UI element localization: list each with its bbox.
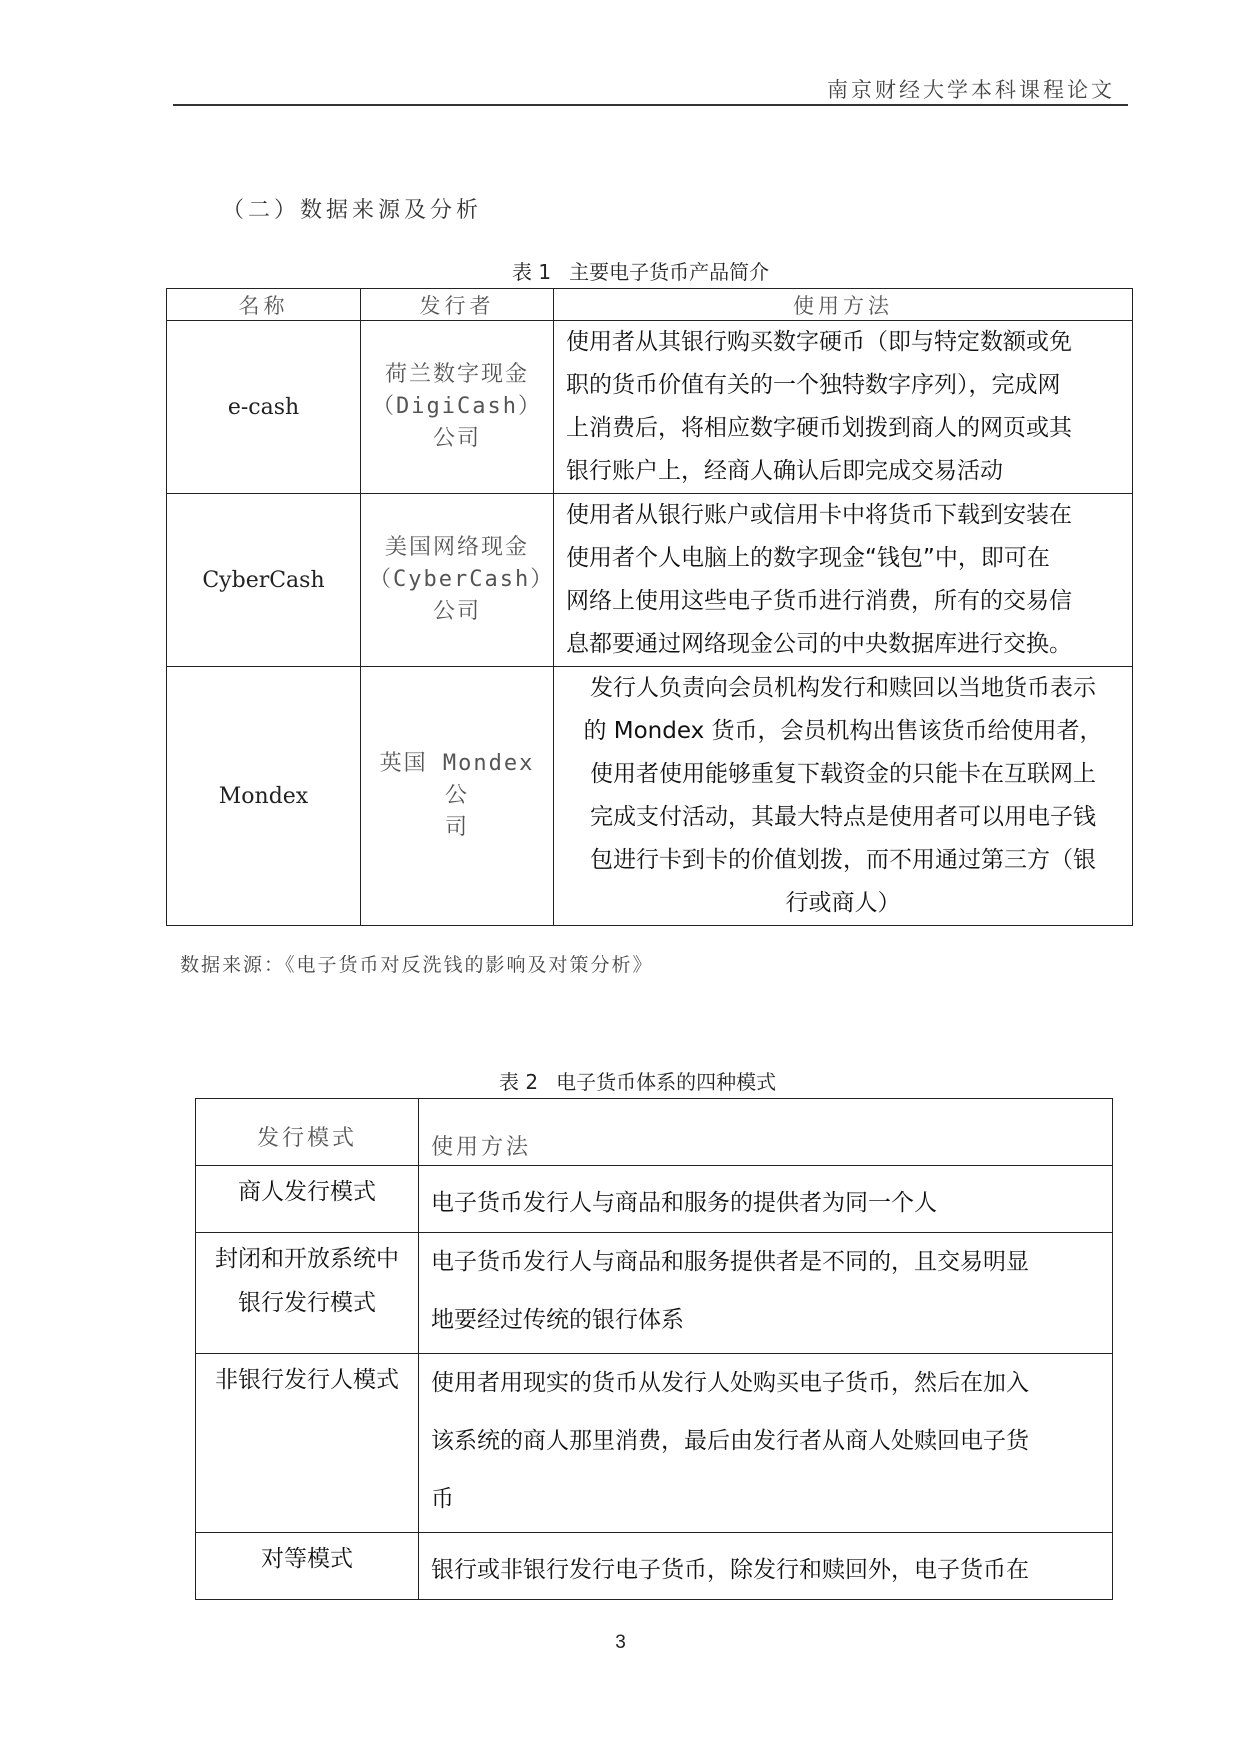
mode-usage [419,1166,1113,1233]
usage-line: 完成支付活动，其最大特点是使用者可以用电子钱 [590,804,1096,830]
table1-header-issuer: 发行者 [361,289,554,321]
data-source-note: 数据来源：《电子货币对反洗钱的影响及对策分析》 [180,954,654,976]
usage-line: 电子货币发行人与商品和服务的提供者为同一个人 [431,1190,937,1216]
issuer-line: 公司 [432,426,481,451]
mode-usage [419,1533,1113,1600]
table2-caption [499,1066,776,1095]
mode-line: 封闭和开放系统中 [215,1246,399,1272]
section-heading: （二）数据来源及分析 [222,198,483,223]
mode-line: 非银行发行人模式 [215,1367,399,1393]
mode-usage [419,1233,1113,1354]
usage-line: 银行账户上，经商人确认后即完成交易活动 [566,458,1003,484]
usage-line: 行或商人） [785,890,901,916]
table1-header-row [167,289,1133,321]
table1 [166,288,1133,926]
issuer-line: 美国网络现金 [384,535,529,560]
mode-line: 银行发行模式 [238,1290,376,1316]
usage-line: 该系统的商人那里消费，最后由发行者从商人处赎回电子货 [431,1428,1029,1454]
usage-line: 使用者使用能够重复下载资金的只能卡在互联网上 [590,761,1096,787]
table1-caption-text: 主要电子货币产品简介 [569,260,770,284]
table-row [167,321,1133,494]
product-usage [554,494,1133,667]
product-usage [554,321,1133,494]
table2-caption-text: 电子货币体系的四种模式 [556,1070,777,1094]
usage-line: 使用者从银行账户或信用卡中将货币下载到安装在 [566,502,1072,528]
usage-line: 息都要通过网络现金公司的中央数据库进行交换。 [566,631,1072,657]
usage-line: 银行或非银行发行电子货币，除发行和赎回外，电子货币在 [431,1557,1029,1583]
mode-name [196,1166,419,1233]
usage-line: 使用者个人电脑上的数字现金“钱包”中，即可在 [566,545,1050,571]
table-row [167,667,1133,926]
table-row [196,1166,1113,1233]
table2-header-usage: 使用方法 [419,1099,1113,1166]
mode-usage [419,1354,1113,1533]
mode-name [196,1233,419,1354]
product-usage [554,667,1133,926]
mode-name [196,1354,419,1533]
issuer-line: 公司 [432,599,481,624]
issuer-line: 司 [444,815,469,840]
issuer-line: （CyberCash） [369,567,555,592]
usage-line: 发行人负责向会员机构发行和赎回以当地货币表示 [590,675,1096,701]
product-issuer [361,494,554,667]
usage-line: 网络上使用这些电子货币进行消费，所有的交易信 [566,588,1072,614]
header-title: 南京财经大学本科课程论文 [827,78,1115,102]
product-issuer [361,667,554,926]
mode-name [196,1533,419,1600]
product-name: Mondex [167,667,361,926]
product-issuer [361,321,554,494]
issuer-line: 英国 Mondex 公 [379,751,535,808]
issuer-line: （DigiCash） [372,394,542,419]
usage-line: 职的货币价值有关的一个独特数字序列），完成网 [566,372,1061,398]
usage-line: 币 [431,1486,454,1512]
table2-caption-number: 表 2 [499,1070,539,1094]
usage-line: 的 Mondex 货币，会员机构出售该货币给使用者， [583,718,1103,744]
usage-line: 电子货币发行人与商品和服务提供者是不同的，且交易明显 [431,1249,1029,1275]
table1-caption-number: 表 1 [512,260,552,284]
mode-line: 对等模式 [261,1546,353,1572]
issuer-line: 荷兰数字现金 [384,362,529,387]
table2-header-mode: 发行模式 [196,1099,419,1166]
table1-caption [512,256,769,285]
product-name: e-cash [167,321,361,494]
header-rule [173,104,1128,106]
table1-header-usage: 使用方法 [554,289,1133,321]
table-row [196,1533,1113,1600]
table-row [196,1233,1113,1354]
table2 [195,1098,1113,1600]
mode-line: 商人发行模式 [238,1179,376,1205]
product-name: CyberCash [167,494,361,667]
page-number: 3 [615,1632,626,1653]
table-row [196,1354,1113,1533]
table2-header-row [196,1099,1113,1166]
table-row [167,494,1133,667]
table1-header-name: 名称 [167,289,361,321]
usage-line: 使用者从其银行购买数字硬币（即与特定数额或免 [566,329,1072,355]
usage-line: 地要经过传统的银行体系 [431,1307,684,1333]
usage-line: 上消费后，将相应数字硬币划拨到商人的网页或其 [566,415,1072,441]
usage-line: 包进行卡到卡的价值划拨，而不用通过第三方（银 [590,847,1096,873]
usage-line: 使用者用现实的货币从发行人处购买电子货币，然后在加入 [431,1370,1029,1396]
